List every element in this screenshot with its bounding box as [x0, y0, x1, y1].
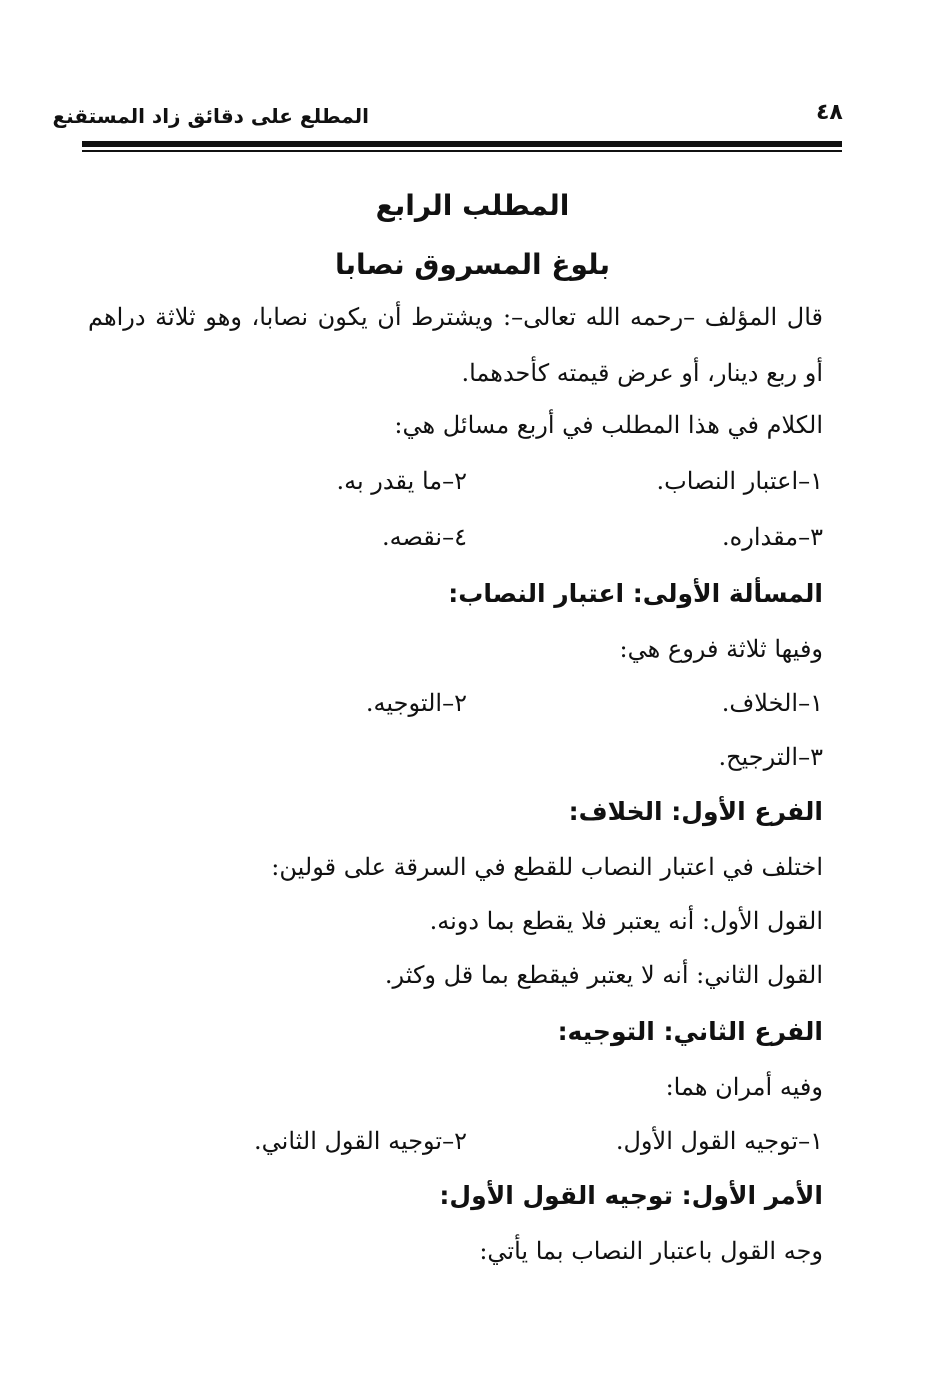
header-rule-thin — [82, 150, 842, 152]
overview-lead: الكلام في هذا المطلب في أربع مسائل هي: — [394, 411, 823, 439]
branch2-lead: وفيه أمران هما: — [665, 1073, 823, 1101]
running-header-title: المطلع على دقائق زاد المستقنع — [52, 104, 369, 128]
overview-item-3: ٣–مقداره. — [722, 523, 823, 551]
branch1-opinion-1: القول الأول: أنه يعتبر فلا يقطع بما دونه. — [429, 907, 823, 935]
matter1-text: وجه القول باعتبار النصاب بما يأتي: — [479, 1237, 823, 1265]
branch1-heading: الفرع الأول: الخلاف: — [568, 797, 823, 826]
issue1-item-1: ١–الخلاف. — [721, 689, 823, 717]
intro-line-2: أو ربع دينار، أو عرض قيمته كأحدهما. — [461, 359, 823, 387]
overview-item-4: ٤–نقصه. — [381, 523, 467, 551]
branch2-item-1: ١–توجيه القول الأول. — [615, 1127, 823, 1155]
branch2-heading: الفرع الثاني: التوجيه: — [557, 1017, 823, 1046]
issue1-item-3: ٣–الترجيح. — [718, 743, 823, 771]
overview-item-2: ٢–ما يقدر به. — [336, 467, 467, 495]
issue1-heading: المسألة الأولى: اعتبار النصاب: — [448, 579, 823, 608]
overview-item-1: ١–اعتبار النصاب. — [656, 467, 823, 495]
matter1-heading: الأمر الأول: توجيه القول الأول: — [439, 1181, 823, 1210]
header-rule-thick — [82, 141, 842, 147]
branch1-opinion-2: القول الثاني: أنه لا يعتبر فيقطع بما قل وكثر. — [384, 961, 823, 989]
issue1-item-2: ٢–التوجيه. — [365, 689, 467, 717]
page-number: ٤٨ — [816, 100, 843, 125]
branch1-text: اختلف في اعتبار النصاب للقطع في السرقة على قولين: — [271, 853, 823, 881]
section-title: المطلب الرابع — [375, 189, 570, 222]
section-subtitle: بلوغ المسروق نصابا — [335, 248, 610, 281]
intro-line-1: قال المؤلف –رحمه الله تعالى–: ويشترط أن يكون نصابا، وهو ثلاثة دراهم — [88, 303, 823, 331]
issue1-lead: وفيها ثلاثة فروع هي: — [619, 635, 823, 663]
branch2-item-2: ٢–توجيه القول الثاني. — [254, 1127, 467, 1155]
